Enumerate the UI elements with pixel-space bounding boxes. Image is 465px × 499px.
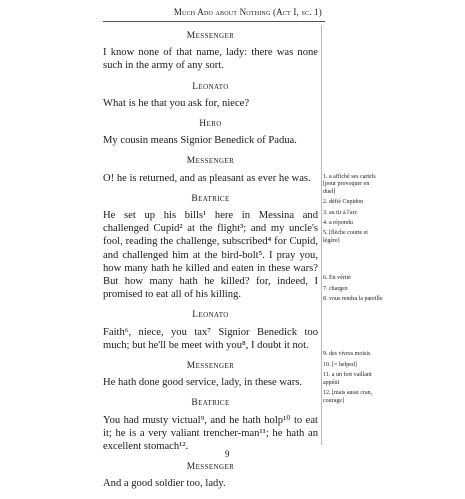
gloss-note: 7. chargez xyxy=(323,285,348,292)
gloss-note: 8. vous rendra la pareille xyxy=(323,296,383,303)
gloss-note: 3. au tir à l'arc xyxy=(323,209,358,216)
speech-text: And a good soldier too, lady. xyxy=(103,478,226,490)
gloss-note: 11. a un fort vaillant appétit xyxy=(323,372,372,386)
speaker-name: Messenger xyxy=(186,361,235,372)
speaker-name: Messenger xyxy=(186,156,235,167)
gloss-note: 1. a affiché ses cartels [pour provoquer en duel] xyxy=(323,174,376,195)
speaker-name: Beatrice xyxy=(191,398,230,409)
speech-text: My cousin means Signior Benedick of Padua. xyxy=(103,135,297,147)
gloss-note: 9. des vivres moisis xyxy=(323,351,371,358)
speech-text: He set up his bills¹ here in Messina and challenged Cupid² at the flight³; and my uncle's fool, reading the challenge, subscribed⁴ for Cupid, and challenged him at the bird-bolt⁵. I pray you, how many hath he killed and eaten in these wars? But how many hath he killed? for, indeed, I promised to eat all of his killing. xyxy=(103,210,318,301)
margin-notes xyxy=(323,30,383,408)
gloss-note: 6. En vérité xyxy=(323,275,351,282)
speech-text: You had musty victual⁹, and he hath holp¹⁰ to eat it; he is a very valiant trencher-man¹¹; he hath an excellent stomach¹². xyxy=(103,414,318,453)
speaker-name: Messenger xyxy=(186,31,235,41)
speech-text: I know none of that name, lady: there was none such in the army of any sort. xyxy=(103,47,318,72)
speaker-name: Beatrice xyxy=(191,193,230,204)
gloss-note: 12. [mais aussi cran, courage] xyxy=(323,390,373,404)
speaker-name: Messenger xyxy=(186,462,235,473)
play-text xyxy=(103,30,318,499)
gloss-note: 4. a répondu xyxy=(323,220,353,227)
speech-text: O! he is returned, and as pleasant as ever he was. xyxy=(103,172,311,184)
speech-text: What is he that you ask for, niece? xyxy=(103,97,250,109)
header-rule xyxy=(103,21,325,22)
speech-text: Faith⁶, niece, you tax⁷ Signior Benedick too much; but he'll be meet with you⁸, I doubt it not. xyxy=(103,326,318,351)
speaker-name: Leonato xyxy=(192,81,229,92)
margin-rule xyxy=(321,25,322,445)
running-header: Much Ado about Nothing (Act I, sc. 1) xyxy=(173,7,322,17)
page-number: 9 xyxy=(225,449,230,459)
gloss-note: 10. [= helped] xyxy=(323,361,357,368)
gloss-note: 2. défié Cupidon xyxy=(323,199,364,206)
gloss-note: 5. [flèche courte et légère] xyxy=(323,230,368,244)
speaker-name: Leonato xyxy=(192,310,229,321)
speaker-name: Hero xyxy=(199,119,222,130)
speech-text: He hath done good service, lady, in these wars. xyxy=(103,377,303,389)
